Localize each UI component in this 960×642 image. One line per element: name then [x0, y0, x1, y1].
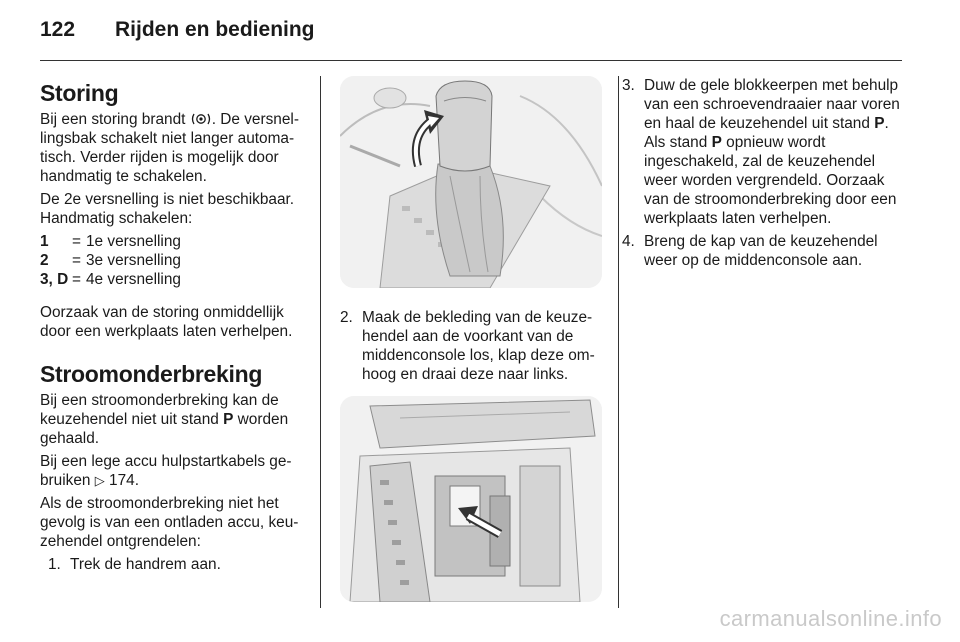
storing-paragraph-3: Oorzaak van de storing onmiddellijk door een werkplaats laten verhelpen. — [40, 304, 293, 340]
column-divider — [618, 76, 619, 608]
page-reference[interactable]: 174 — [109, 472, 135, 489]
list-item: 1. Trek de handrem aan. — [48, 556, 221, 573]
watermark: carmanualsonline.info — [719, 606, 942, 631]
gear-row: 3, D = 4e versnelling — [40, 271, 181, 288]
stroom-paragraph-3: Als de stroomonderbreking niet het gevolg is van een ontladen accu, keuzehendel ontgrendelen: — [40, 495, 299, 550]
list-item: 4. Breng de kap van de keuzehendel weer op de middenconsole aan. — [622, 233, 878, 269]
gear-warning-icon — [190, 111, 212, 128]
header-rule — [40, 60, 902, 61]
heading-storing: Storing — [40, 80, 119, 106]
list-item: 3. Duw de gele blokkeerpen met behulp van een schroevendraaier naar voren en haal de keuzehendel uit stand P. Als stand P opnieuw wordt ingeschakeld, zal de keuzehendel weer worden vergrendeld. Oorzaak van de stroomonderbreking door een werkplaats laten verhelpen. — [622, 77, 900, 227]
chapter-title: Rijden en bediening — [115, 18, 315, 41]
page-header — [40, 18, 315, 42]
middle-column — [340, 76, 606, 602]
storing-paragraph-2: De 2e versnelling is niet beschikbaar. Handmatig schakelen: — [40, 191, 295, 227]
left-column — [40, 76, 312, 578]
list-item: 2. Maak de bekleding van de keuzehendel aan de voorkant van de middenconsole los, klap deze omhoog en draai deze naar links. — [340, 309, 595, 383]
stroom-paragraph-1: Bij een stroomonderbreking kan de keuzehendel niet uit stand P worden gehaald. — [40, 392, 289, 447]
console-cover-illustration — [340, 396, 602, 602]
column-divider — [320, 76, 321, 608]
gear-row: 2 = 3e versnelling — [40, 252, 181, 269]
page-number: 122 — [40, 18, 76, 41]
page-reference-icon: ▷ — [94, 473, 105, 488]
stroom-paragraph-2: Bij een lege accu hulpstartkabels gebruiken ▷ 174. — [40, 453, 292, 489]
gear-row: 1 = 1e versnelling — [40, 233, 181, 250]
storing-paragraph-1: Bij een storing brandt . De versnellingsbak schakelt niet langer automatisch. Verder rijden is mogelijk door handmatig te schakelen. — [40, 111, 299, 185]
gear-lever-illustration — [340, 76, 602, 288]
heading-stroomonderbreking: Stroomonderbreking — [40, 361, 263, 387]
gear-table — [40, 232, 312, 289]
right-column — [622, 76, 904, 274]
